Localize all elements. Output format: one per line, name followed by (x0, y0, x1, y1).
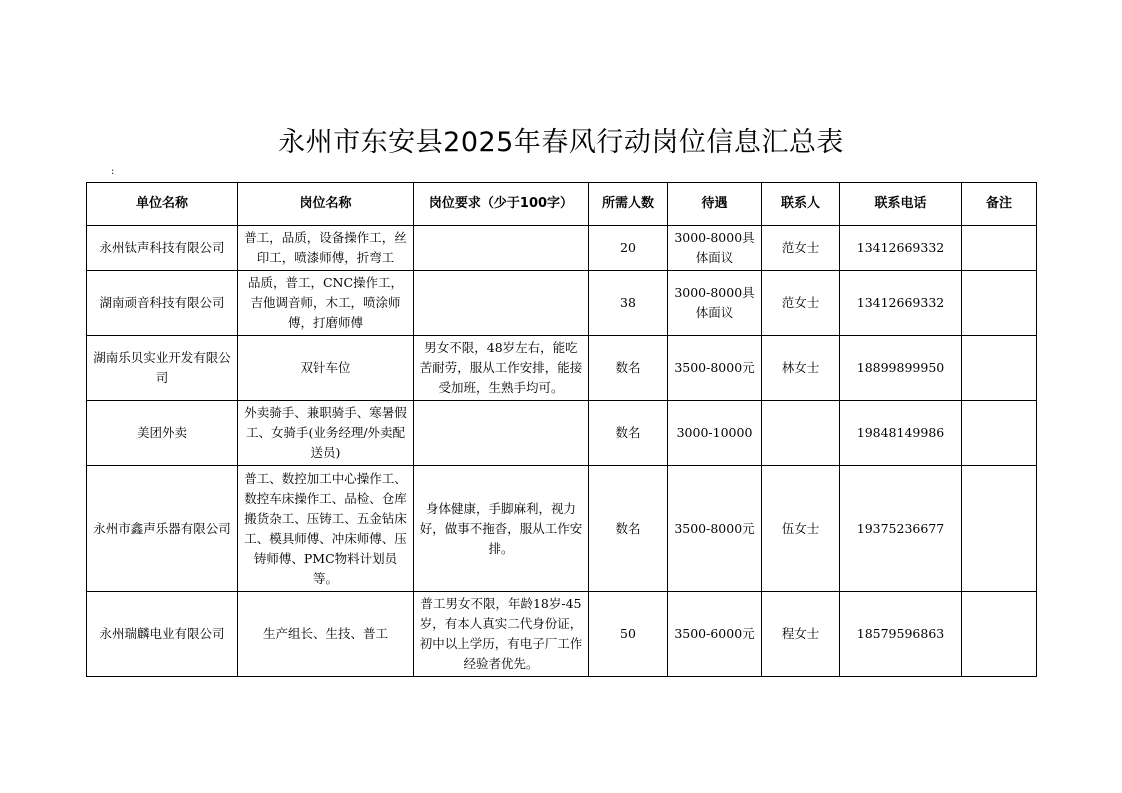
note-cell (962, 336, 1037, 401)
headcount-cell: 数名 (589, 401, 668, 466)
headcount-cell: 50 (589, 592, 668, 677)
requirements-cell: 普工男女不限，年龄18岁-45岁，有本人真实二代身份证，初中以上学历，有电子厂工作经验者优先。 (414, 592, 589, 677)
contact-cell: 范女士 (762, 271, 840, 336)
phone-cell: 13412669332 (840, 226, 962, 271)
phone-cell: 19375236677 (840, 466, 962, 592)
position-cell: 生产组长、生技、普工 (238, 592, 414, 677)
header-note: 备注 (962, 183, 1037, 226)
contact-cell: 林女士 (762, 336, 840, 401)
requirements-cell (414, 226, 589, 271)
contact-cell: 伍女士 (762, 466, 840, 592)
salary-cell: 3000-8000具体面议 (668, 271, 762, 336)
header-requirements: 岗位要求（少于100字） (414, 183, 589, 226)
company-cell: 永州瑞麟电业有限公司 (87, 592, 238, 677)
company-cell: 湖南乐贝实业开发有限公司 (87, 336, 238, 401)
position-cell: 外卖骑手、兼职骑手、寒暑假工、女骑手(业务经理/外卖配送员) (238, 401, 414, 466)
headcount-cell: 20 (589, 226, 668, 271)
header-headcount: 所需人数 (589, 183, 668, 226)
company-cell: 湖南顽音科技有限公司 (87, 271, 238, 336)
headcount-cell: 数名 (589, 466, 668, 592)
requirements-cell (414, 401, 589, 466)
note-cell (962, 592, 1037, 677)
position-cell: 品质，普工，CNC操作工，吉他调音师，木工，喷涂师傅，打磨师傅 (238, 271, 414, 336)
requirements-cell: 身体健康，手脚麻利，视力好，做事不拖沓，服从工作安排。 (414, 466, 589, 592)
header-salary: 待遇 (668, 183, 762, 226)
header-company: 单位名称 (87, 183, 238, 226)
salary-cell: 3000-8000具体面议 (668, 226, 762, 271)
table-row (87, 226, 1037, 271)
note-cell (962, 466, 1037, 592)
table-row (87, 336, 1037, 401)
phone-cell: 19848149986 (840, 401, 962, 466)
headcount-cell: 数名 (589, 336, 668, 401)
header-position: 岗位名称 (238, 183, 414, 226)
table-row (87, 271, 1037, 336)
company-cell: 美团外卖 (87, 401, 238, 466)
stray-mark: : (111, 166, 115, 177)
note-cell (962, 401, 1037, 466)
header-row (87, 183, 1037, 226)
salary-cell: 3500-8000元 (668, 466, 762, 592)
requirements-cell: 男女不限，48岁左右，能吃苦耐劳，服从工作安排，能接受加班，生熟手均可。 (414, 336, 589, 401)
salary-cell: 3000-10000 (668, 401, 762, 466)
headcount-cell: 38 (589, 271, 668, 336)
position-cell: 普工，品质，设备操作工，丝印工，喷漆师傅，折弯工 (238, 226, 414, 271)
header-phone: 联系电话 (840, 183, 962, 226)
note-cell (962, 271, 1037, 336)
phone-cell: 13412669332 (840, 271, 962, 336)
note-cell (962, 226, 1037, 271)
table-row (87, 466, 1037, 592)
salary-cell: 3500-8000元 (668, 336, 762, 401)
contact-cell: 范女士 (762, 226, 840, 271)
requirements-cell (414, 271, 589, 336)
contact-cell: 程女士 (762, 592, 840, 677)
company-cell: 永州钛声科技有限公司 (87, 226, 238, 271)
table-row (87, 592, 1037, 677)
contact-cell (762, 401, 840, 466)
position-cell: 双针车位 (238, 336, 414, 401)
header-contact: 联系人 (762, 183, 840, 226)
page-title: 永州市东安县2025年春风行动岗位信息汇总表 (278, 127, 844, 158)
phone-cell: 18579596863 (840, 592, 962, 677)
table-row (87, 401, 1037, 466)
position-cell: 普工、数控加工中心操作工、数控车床操作工、品检、仓库搬货杂工、压铸工、五金钻床工、模具师傅、冲床师傅、压铸师傅、PMC物料计划员等。 (238, 466, 414, 592)
salary-cell: 3500-6000元 (668, 592, 762, 677)
phone-cell: 18899899950 (840, 336, 962, 401)
job-table (86, 182, 1037, 677)
company-cell: 永州市鑫声乐器有限公司 (87, 466, 238, 592)
